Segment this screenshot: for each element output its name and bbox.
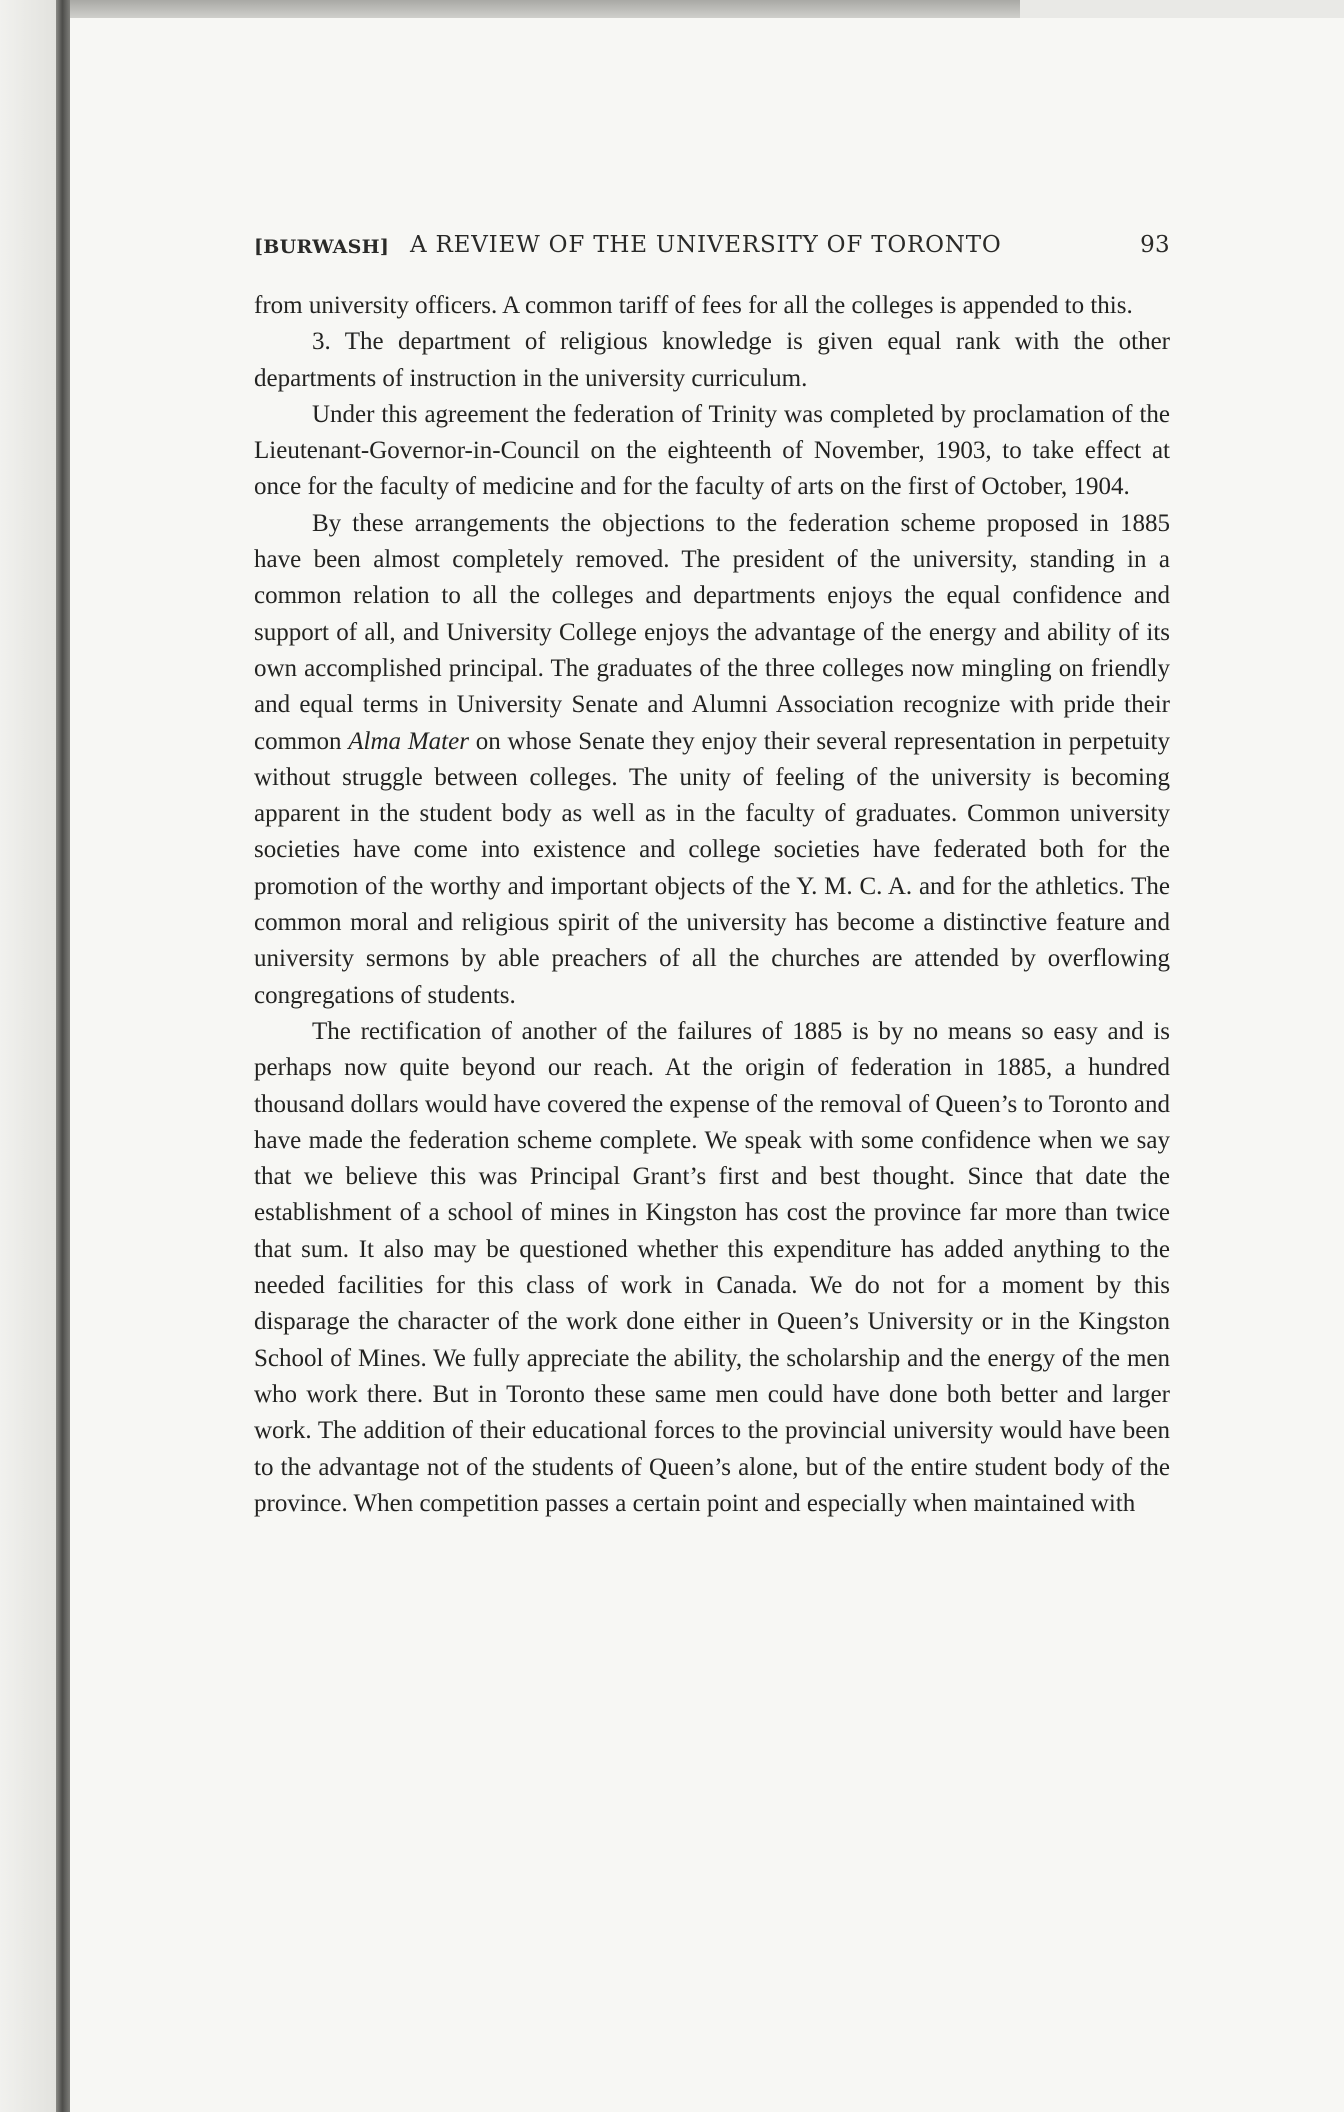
page-number: 93 [1140,232,1170,258]
paragraph-rectification: The rectification of another of the failures of 1885 is by no means so easy and is perhaps now quite beyond our reach. At the origin of federation in 1885, a hundred thousand dollars would have covered the expense of the removal of Queen’s to Toronto and have made the federation scheme complete. We speak with some confidence when we say that we believe this was Principal Grant’s first and best thought. Since that date the establishment of a school of mines in Kingston has cost the province far more than twice that sum. It also may be questioned whether this expenditure has added anything to the needed facilities for this class of work in Canada. We do not for a moment by this disparage the character of the work done either in Queen’s University or in the Kingston School of Mines. We fully appreciate the ability, the scholarship and the energy of the men who work there. But in Toronto these same men could have done both better and larger work. The addition of their educational forces to the provincial university would have been to the advantage not of the students of Queen’s alone, but of the entire student body of the province. When competition passes a certain point and especially when maintained with [254,1017,1170,1517]
header-title: A REVIEW OF THE UNIVERSITY OF TORONTO [410,232,1002,258]
paragraph-arrangements-part-2: on whose Senate they enjoy their several representation in perpetuity without struggle between colleges. The unity of feeling of the university is becoming apparent in the student body as well as in the faculty of graduates. Common university societies have come into existence and college societies have federated both for the promotion of the worthy and important objects of the Y. M. C. A. and for the athletics. The common moral and religious spirit of the university has become a distinctive feature and university sermons by able preachers of all the churches are attended by overflowing congregations of students. [254,727,1170,1009]
body-text [254,288,1170,1522]
paragraph-arrangements [254,506,1170,1014]
paragraph-continued: from university officers. A common tariff of fees for all the colleges is appended to this. [254,292,1133,319]
paragraph-arrangements-part-1: By these arrangements the objections to the federation scheme proposed in 1885 have been almost completely removed. The president of the university, standing in a common relation to all the colleges and departments enjoys the equal confidence and support of all, and University College enjoys the advantage of the energy and ability of its own accomplished principal. The graduates of the three colleges now mingling on friendly and equal terms in University Senate and Alumni Association recognize with pride their common [254,509,1170,755]
alma-mater-italic: Alma Mater [348,727,469,755]
header-author: [BURWASH] [254,236,390,258]
page-binding-edge [56,0,70,2112]
scan-left-margin [0,0,56,2112]
paragraph-trinity-federation: Under this agreement the federation of Trinity was completed by proclamation of the Lieutenant-Governor-in-Council on the eighteenth of November, 1903, to take effect at once for the faculty of medicine and for the faculty of arts on the first of October, 1904. [254,400,1170,501]
paragraph-religious-knowledge: 3. The department of religious knowledge is given equal rank with the other departments of instruction in the university curriculum. [254,328,1170,392]
running-header [254,232,1170,268]
